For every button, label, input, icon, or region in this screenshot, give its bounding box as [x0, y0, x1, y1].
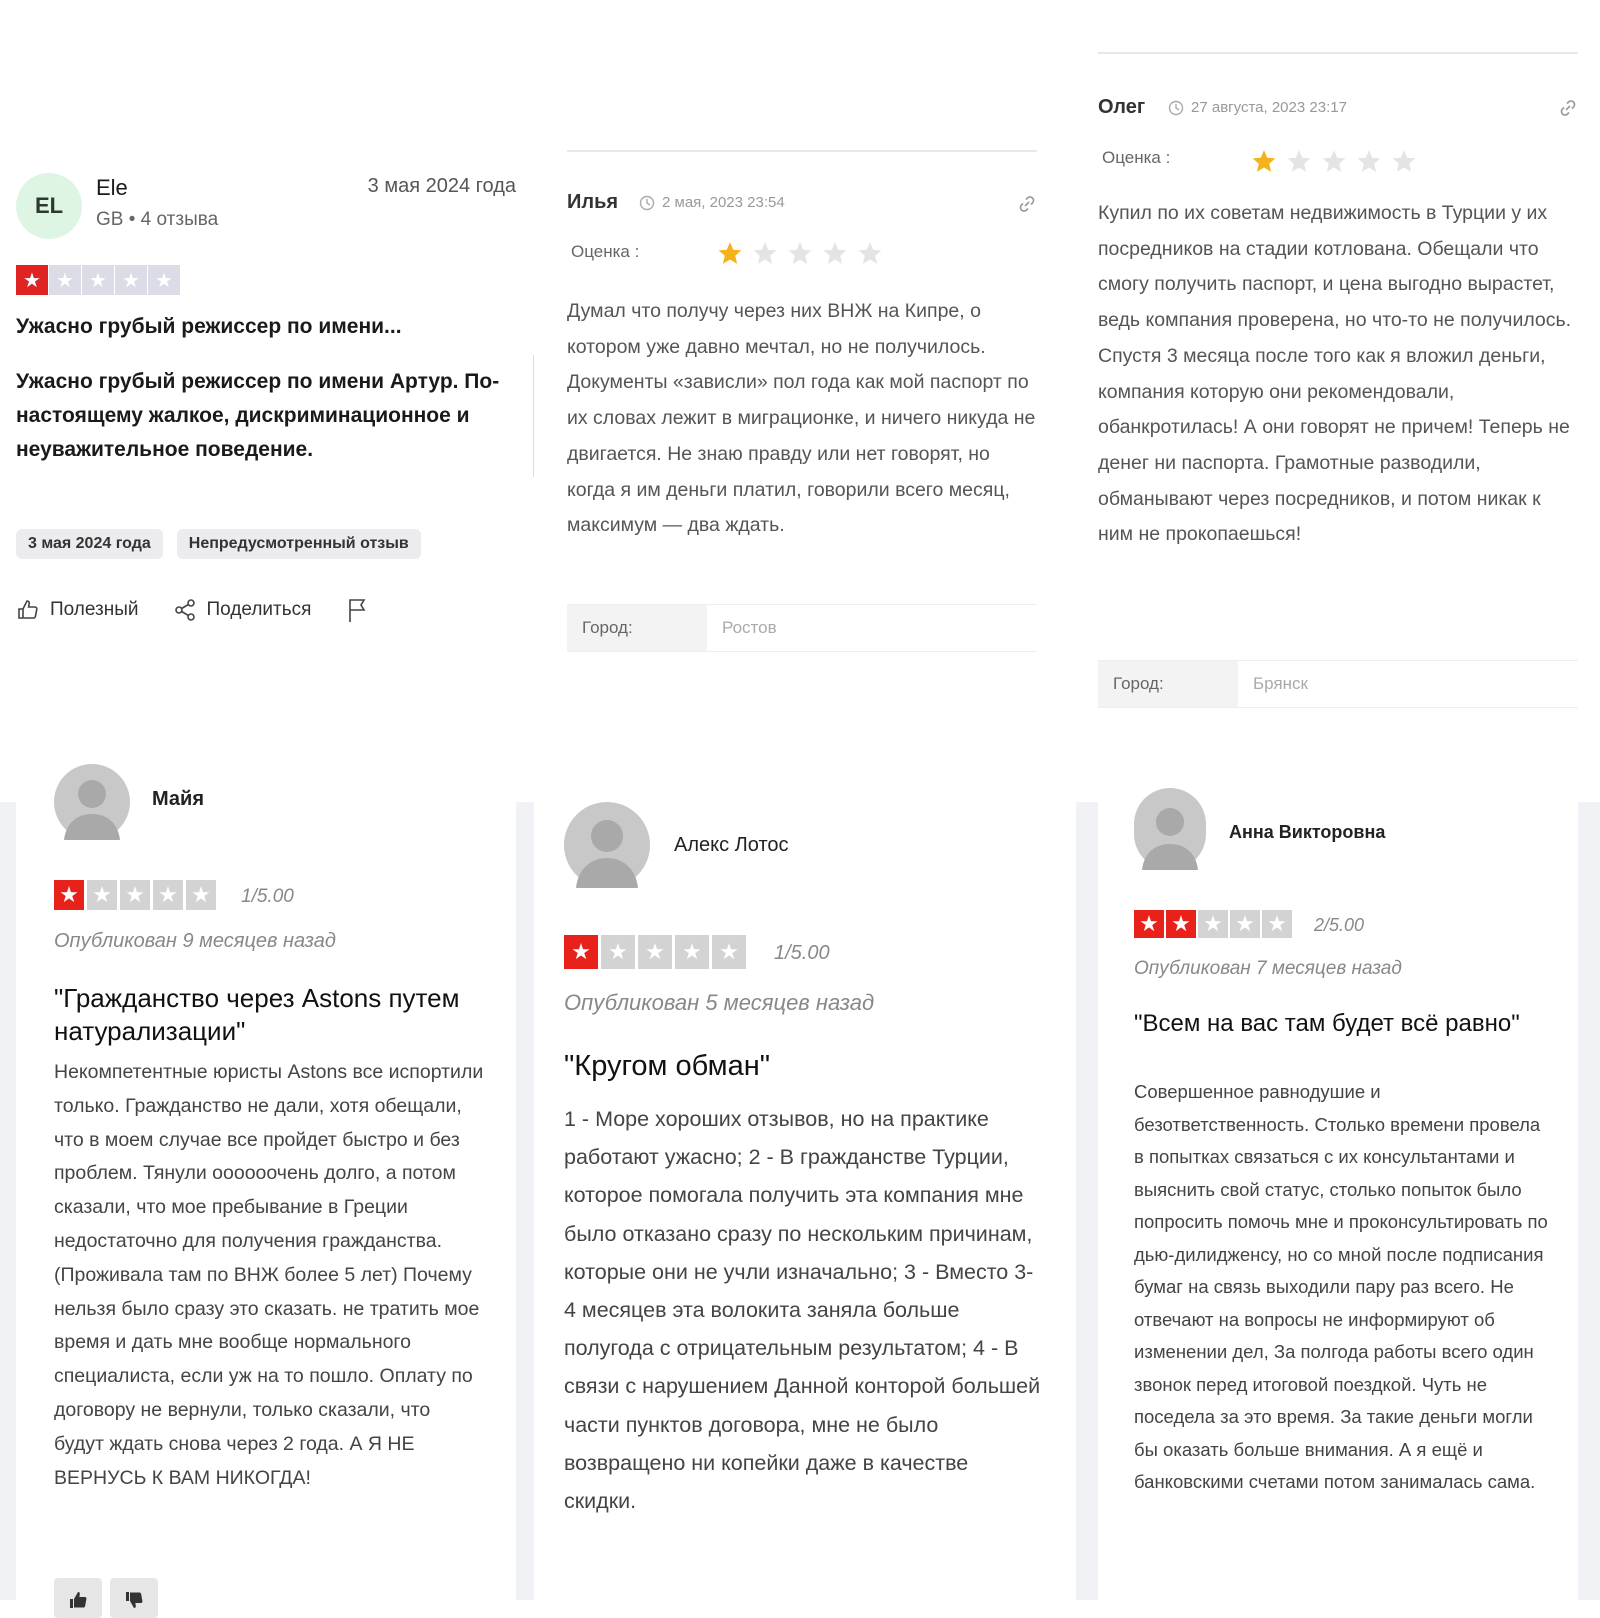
review-card-anna	[1098, 802, 1578, 1600]
star-icon	[1251, 148, 1277, 174]
star-icon	[1321, 148, 1347, 174]
review-card-ele	[16, 165, 516, 635]
divider	[533, 355, 534, 477]
thumbs-down-icon	[124, 1590, 144, 1610]
vote-buttons	[54, 1578, 158, 1618]
review-tags	[16, 529, 421, 559]
city-value: Брянск	[1253, 674, 1308, 693]
bottom-reviews	[0, 788, 1600, 1600]
star-icon: ★	[1198, 910, 1228, 938]
published-date: Опубликован 9 месяцев назад	[54, 930, 336, 952]
star-icon	[1286, 148, 1312, 174]
thumbs-up-icon	[68, 1590, 88, 1610]
star-icon	[1356, 148, 1382, 174]
reviewer-name: Олег	[1098, 96, 1146, 118]
review-time: 27 августа, 2023 23:17	[1168, 99, 1347, 116]
reviewer-name: Анна Викторовна	[1229, 822, 1386, 842]
review-text: Ужасно грубый режиссер по имени Артур. По-настоящему жалкое, дискриминационное и неуважительное поведение.	[16, 370, 500, 461]
review-card-maya	[16, 788, 516, 1600]
divider	[1098, 52, 1578, 54]
review-card-oleg	[1098, 52, 1578, 712]
star-icon	[787, 240, 813, 266]
reviewer-name: Алекс Лотос	[674, 834, 789, 856]
review-text: Совершенное равнодушие и безответственность. Столько времени провела в попытках связаться с их консультантами и выяснить свой статус, столько попыток было попросить помочь мне и проконсультировать по дью-дилидженсу, но со мной после подписания бумаг на связь выходили пару раз всего. Не отвечают на вопросы не информируют об изменении дел, За полгода работы всего один звонок перед итоговой поездкой. Чуть не поседела за это время. За такие деньги могли бы оказать больше внимания. А я ещё и банковскими счетами потом занималась сама.	[1134, 1081, 1548, 1492]
review-text: Думал что получу через них ВНЖ на Кипре, о котором уже давно мечтал, но не получилось. Документы «зависли» пол года как мой паспорт по их словах лежит в миграционке, и ничего никуда не двигается. Не знаю правду или нет говорят, но когда я им деньги платил, говорили всего месяц, максимум — два ждать.	[567, 300, 1036, 537]
score: 1/5.00	[241, 886, 294, 907]
reviewer-name[interactable]: Ele	[96, 175, 128, 200]
avatar	[564, 802, 650, 888]
avatar	[1134, 788, 1206, 870]
review-card-ilya	[567, 150, 1037, 650]
star-rating	[16, 265, 180, 295]
like-button[interactable]	[54, 1578, 102, 1618]
dislike-button[interactable]	[110, 1578, 158, 1618]
reviewer-name: Майя	[152, 788, 204, 810]
star-rating	[564, 935, 746, 969]
star-icon: ★	[115, 265, 147, 295]
published-date: Опубликован 7 месяцев назад	[1134, 958, 1402, 979]
city-label: Город:	[567, 605, 707, 651]
clock-icon	[1168, 100, 1184, 116]
review-date: 3 мая 2024 года	[367, 175, 516, 197]
flag-icon	[345, 597, 369, 623]
star-icon: ★	[186, 880, 216, 910]
star-icon: ★	[1134, 910, 1164, 938]
reviewer-name: Илья	[567, 191, 619, 213]
share-label: Поделиться	[206, 599, 312, 620]
link-icon[interactable]	[1558, 98, 1578, 118]
review-text: 1 - Море хороших отзывов, но на практике работают ужасно; 2 - В гражданстве Турции, которое помогала получить эта компания мне было отказано сразу по нескольким причинам, которые они не учли изначально; 3 - Вместо 3-4 месяцев эта волокита заняла больше полугода с отрицательным результатом; 4 - В связи с нарушением Данной конторой большей части пунктов договора, мне не было возвращено ни копейки даже в качестве скидки.	[564, 1107, 1041, 1514]
star-rating	[54, 880, 216, 910]
review-text: Купил по их советам недвижимость в Турции у их посредников на стадии котлована. Обещали что смогу получить паспорт, и цена выгодно вырастет, ведь компания проверена, но что-то не получилось. Спустя 3 месяца после того как я вложил деньги, компания которую они рекомендовали, обанкротилась! А они говорят не причем! Теперь не денег ни паспорта. Грамотные разводили, обманывают через посредников, и потом никак к ним не прокопаешься!	[1098, 202, 1572, 546]
star-icon	[752, 240, 778, 266]
score: 2/5.00	[1314, 915, 1365, 935]
star-rating	[717, 240, 883, 266]
city-label: Город:	[1098, 661, 1238, 707]
star-icon: ★	[120, 880, 150, 910]
star-icon	[1391, 148, 1417, 174]
link-icon[interactable]	[1017, 194, 1037, 214]
thumbs-up-icon	[16, 598, 40, 622]
star-icon	[717, 240, 743, 266]
star-icon: ★	[148, 265, 180, 295]
star-icon: ★	[675, 935, 709, 969]
share-icon	[173, 598, 197, 622]
reviewer-meta: GB • 4 отзыва	[96, 209, 219, 230]
star-icon: ★	[1262, 910, 1292, 938]
review-actions	[16, 597, 369, 623]
score: 1/5.00	[774, 942, 830, 964]
review-title: "Всем на вас там будет всё равно"	[1134, 1010, 1520, 1037]
divider	[567, 150, 1037, 152]
review-title[interactable]: Ужасно грубый режиссер по имени...	[16, 315, 402, 338]
review-card-aleks	[534, 802, 1076, 1600]
city-value: Ростов	[722, 618, 777, 637]
city-row	[1098, 660, 1578, 708]
rating-label: Оценка :	[571, 242, 640, 261]
star-icon: ★	[1230, 910, 1260, 938]
star-icon: ★	[49, 265, 81, 295]
star-icon: ★	[712, 935, 746, 969]
star-icon: ★	[153, 880, 183, 910]
review-time: 2 мая, 2023 23:54	[639, 194, 785, 211]
star-icon: ★	[601, 935, 635, 969]
star-icon	[822, 240, 848, 266]
rating-label: Оценка :	[1102, 148, 1171, 167]
useful-button[interactable]	[16, 598, 139, 622]
tag-review-type[interactable]: Непредусмотренный отзыв	[177, 529, 421, 559]
star-icon: ★	[16, 265, 48, 295]
clock-icon	[639, 195, 655, 211]
star-icon: ★	[638, 935, 672, 969]
star-icon: ★	[564, 935, 598, 969]
city-row	[567, 604, 1037, 652]
star-icon: ★	[82, 265, 114, 295]
star-icon: ★	[1166, 910, 1196, 938]
star-icon: ★	[87, 880, 117, 910]
review-text: Некомпетентные юристы Astons все испортили только. Гражданство не дали, хотя обещали, что в моем случае все пройдет быстро и без проблем. Тянули оооооочень долго, а потом сказали, что мое пребывание в Греции недостаточно для получения гражданства. (Проживала там по ВНЖ более 5 лет) Почему нельзя было сразу это сказать. не тратить мое время и дать мне вообще нормального специалиста, если уж на то пошло. Оплату по договору не вернули, только сказали, что будут ждать снова через 2 года. А Я НЕ ВЕРНУСЬ К ВАМ НИКОГДА!	[54, 1061, 484, 1489]
avatar: EL	[16, 173, 82, 239]
tag-date: 3 мая 2024 года	[16, 529, 163, 559]
star-rating	[1134, 910, 1292, 938]
star-icon	[857, 240, 883, 266]
share-button[interactable]	[173, 598, 312, 622]
published-date: Опубликован 5 месяцев назад	[564, 990, 875, 1015]
star-icon: ★	[54, 880, 84, 910]
review-title: "Кругом обман"	[564, 1050, 771, 1082]
report-button[interactable]	[345, 597, 369, 623]
avatar	[54, 764, 130, 840]
review-title: "Гражданство через Astons путем натурализации"	[54, 983, 460, 1046]
star-rating	[1251, 148, 1417, 174]
useful-label: Полезный	[50, 599, 139, 620]
